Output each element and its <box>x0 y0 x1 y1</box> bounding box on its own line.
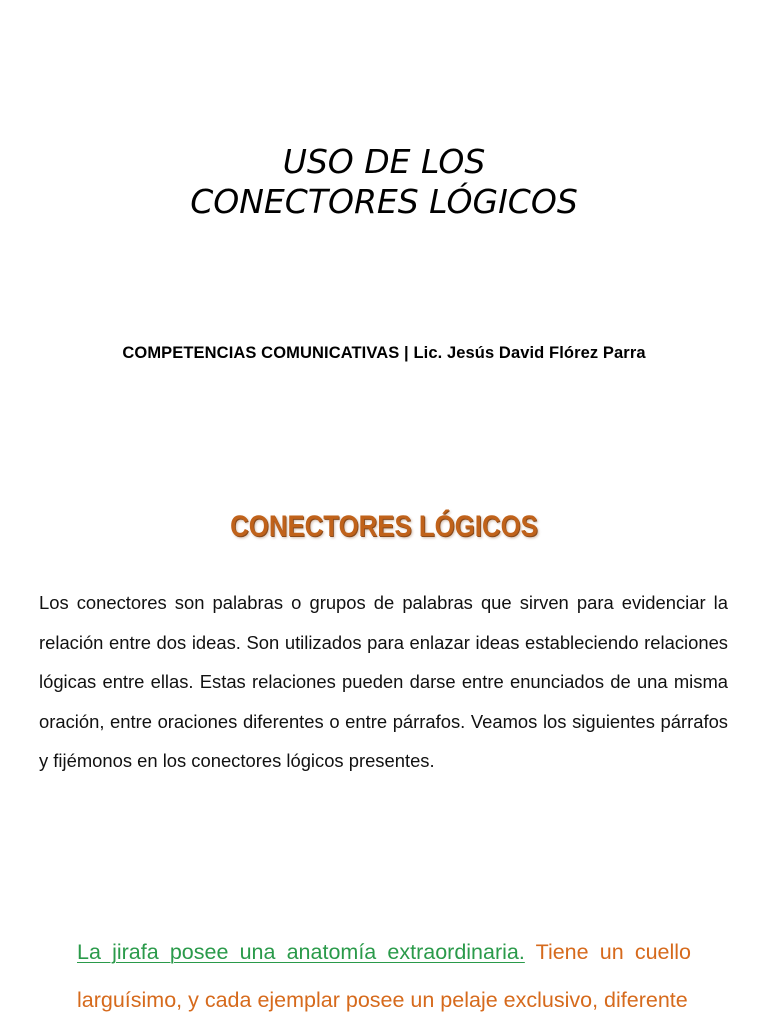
document-title <box>0 142 768 222</box>
title-line-1: USO DE LOS <box>282 142 486 181</box>
example-supporting-sentence: Tiene un cuello larguísimo, y cada ejemplar posee un pelaje exclusivo, diferente <box>77 940 692 1012</box>
title-line-2: CONECTORES LÓGICOS <box>190 182 578 221</box>
course-and-author: COMPETENCIAS COMUNICATIVAS | Lic. Jesús David Flórez Parra <box>122 344 646 362</box>
section-heading: CONECTORES LÓGICOS <box>230 510 538 543</box>
example-paragraph <box>77 928 691 1024</box>
example-topic-sentence: La jirafa posee una anatomía extraordinaria. <box>77 940 525 964</box>
intro-paragraph: Los conectores son palabras o grupos de palabras que sirven para evidenciar la relación entre dos ideas. Son utilizados para enlazar ideas estableciendo relaciones lógicas entre ellas. Estas relaciones pueden darse entre enunciados de una misma oración, entre oraciones diferentes o entre párrafos. Veamos los siguientes párrafos y fijémonos en los conectores lógicos presentes. <box>39 592 728 772</box>
